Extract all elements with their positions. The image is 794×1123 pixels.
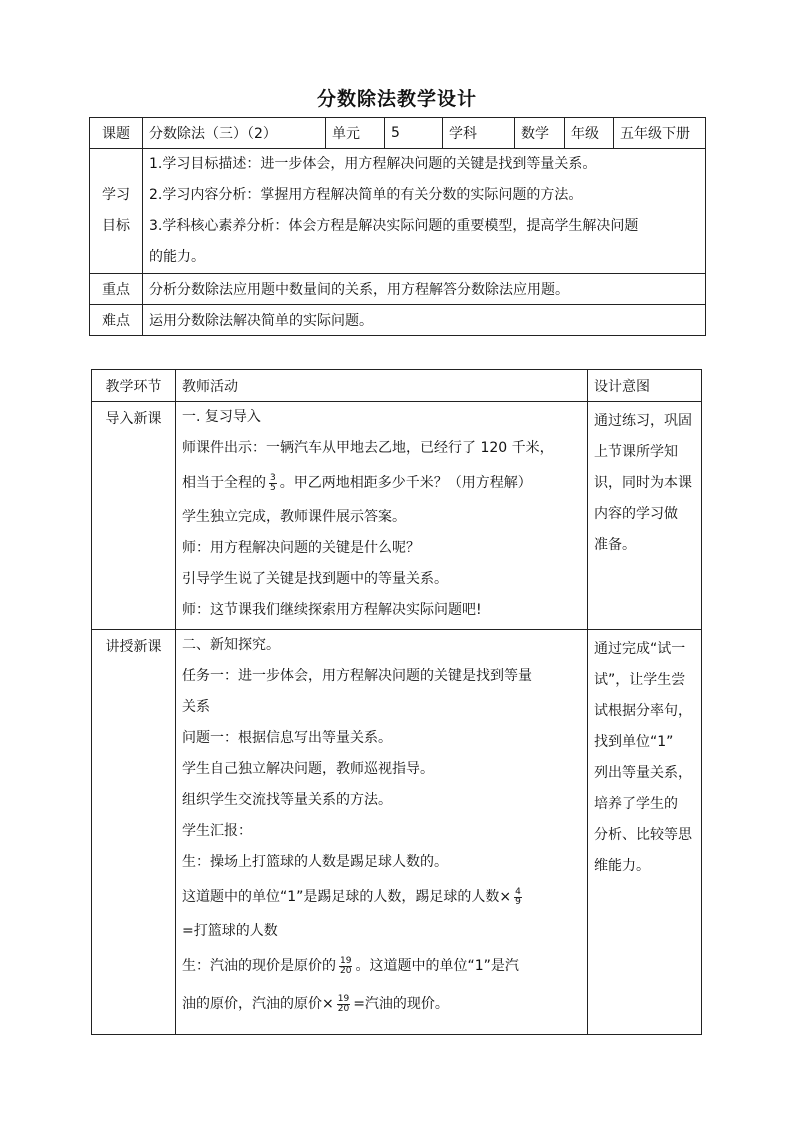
goal-line: 3.学科核心素养分析：体会方程是解决实际问题的重要模型，提高学生解决问题 — [149, 218, 639, 234]
intent-line: 分析、比较等思 — [594, 827, 692, 843]
intent-line: 培养了学生的 — [594, 796, 678, 812]
grade-value: 五年级下册 — [614, 118, 706, 149]
goal-line: 2.学习内容分析：掌握用方程解决简单的有关分数的实际问题的方法。 — [149, 187, 583, 203]
intent-line: 找到单位“1” — [594, 734, 674, 750]
fraction — [337, 995, 350, 1014]
course-value: 分数除法（三）（2） — [143, 118, 326, 149]
fraction-numerator: 19 — [337, 993, 350, 1004]
intent-line: 上节课所学知 — [594, 444, 678, 460]
goal-line: 1.学习目标描述：进一步体会，用方程解决问题的关键是找到等量关系。 — [149, 156, 597, 172]
activity-line: 师：用方程解决问题的关键是什么呢？ — [182, 540, 420, 556]
goals-label — [90, 149, 143, 274]
goals-content — [143, 149, 706, 274]
key-value: 分析分数除法应用题中数量间的关系，用方程解答分数除法应用题。 — [143, 274, 706, 305]
activity-text: 这道题中的单位“1”是踢足球的人数，踢足球的人数× — [182, 889, 512, 905]
activity-line: 学生自己独立解决问题，教师巡视指导。 — [182, 761, 434, 777]
activity-line: 一. 复习导入 — [182, 409, 261, 425]
fraction-denominator: 20 — [337, 1003, 350, 1014]
activity-line: 组织学生交流找等量关系的方法。 — [182, 792, 392, 808]
activity-line: =打篮球的人数 — [182, 923, 278, 939]
design-intent-intro — [588, 402, 702, 630]
activity-text: 相当于全程的 — [182, 475, 266, 491]
activity-line: 学生独立完成，教师课件展示答案。 — [182, 509, 406, 525]
fraction-numerator: 19 — [340, 955, 352, 966]
activity-line-fraction — [176, 985, 587, 1023]
activity-text: =汽油的现价。 — [353, 996, 449, 1012]
fraction-denominator: 9 — [515, 896, 521, 907]
intent-line: 识，同时为本课 — [594, 475, 692, 491]
activity-text: 生：汽油的现价是原价的 — [182, 958, 336, 974]
activity-line: 任务一：进一步体会，用方程解决问题的关键是找到等量 — [182, 668, 532, 684]
activity-text: 。甲乙两地相距多少千米？（用方程解） — [279, 475, 532, 491]
intent-line: 准备。 — [594, 537, 636, 553]
intent-line: 内容的学习做 — [594, 506, 678, 522]
intent-line: 维能力。 — [594, 858, 650, 874]
activity-line: 引导学生说了关键是找到题中的等量关系。 — [182, 571, 448, 587]
teacher-activity-new-lesson — [176, 630, 588, 1035]
activity-line: 学生汇报： — [182, 823, 252, 839]
grade-label: 年级 — [565, 118, 614, 149]
fraction-numerator: 3 — [270, 472, 276, 483]
header-teacher: 教师活动 — [176, 370, 588, 402]
activity-text: 。这道题中的单位“1”是汽 — [355, 958, 519, 974]
teacher-activity-intro — [176, 402, 588, 630]
intent-line: 列出等量关系， — [594, 765, 692, 781]
activity-text: 油的原价，汽油的原价× — [182, 996, 334, 1012]
design-intent-new-lesson — [588, 630, 702, 1035]
lesson-plan-table — [91, 369, 702, 1035]
difficulty-label: 难点 — [90, 305, 143, 336]
intent-line: 试根据分率句， — [594, 703, 692, 719]
activity-line: 二、新知探究。 — [182, 637, 280, 653]
activity-line: 师课件出示：一辆汽车从甲地去乙地，已经行了 120 千米， — [182, 440, 554, 456]
subject-value: 数学 — [515, 118, 565, 149]
goals-label-line: 学习 — [102, 187, 130, 203]
activity-line: 生：操场上打篮球的人数是踢足球人数的。 — [182, 854, 448, 870]
fraction-denominator: 5 — [270, 482, 276, 493]
stage-new-lesson: 讲授新课 — [92, 630, 176, 1035]
key-label: 重点 — [90, 274, 143, 305]
stage-intro: 导入新课 — [92, 402, 176, 630]
course-label: 课题 — [90, 118, 143, 149]
course-info-table — [89, 117, 706, 336]
header-intent: 设计意图 — [588, 370, 702, 402]
fraction — [269, 474, 277, 493]
fraction-numerator: 4 — [515, 886, 521, 897]
activity-line: 师：这节课我们继续探索用方程解决实际问题吧! — [182, 602, 482, 618]
goal-line: 的能力。 — [149, 249, 205, 265]
subject-label: 学科 — [443, 118, 515, 149]
activity-line-fraction — [176, 464, 587, 502]
difficulty-value: 运用分数除法解决简单的实际问题。 — [143, 305, 706, 336]
header-stage: 教学环节 — [92, 370, 176, 402]
activity-line: 关系 — [182, 699, 210, 715]
intent-line: 通过练习，巩固 — [594, 413, 692, 429]
intent-line: 试”，让学生尝 — [594, 672, 686, 688]
fraction-denominator: 20 — [340, 965, 352, 976]
goals-label-line: 目标 — [102, 218, 130, 234]
intent-line: 通过完成“试一 — [594, 641, 686, 657]
activity-line: 问题一：根据信息写出等量关系。 — [182, 730, 392, 746]
unit-value: 5 — [385, 118, 443, 149]
fraction — [339, 957, 352, 976]
activity-line-fraction — [176, 878, 587, 916]
unit-label: 单元 — [326, 118, 385, 149]
activity-line-fraction — [176, 947, 587, 985]
page-title: 分数除法教学设计 — [316, 88, 477, 110]
fraction — [514, 888, 522, 907]
